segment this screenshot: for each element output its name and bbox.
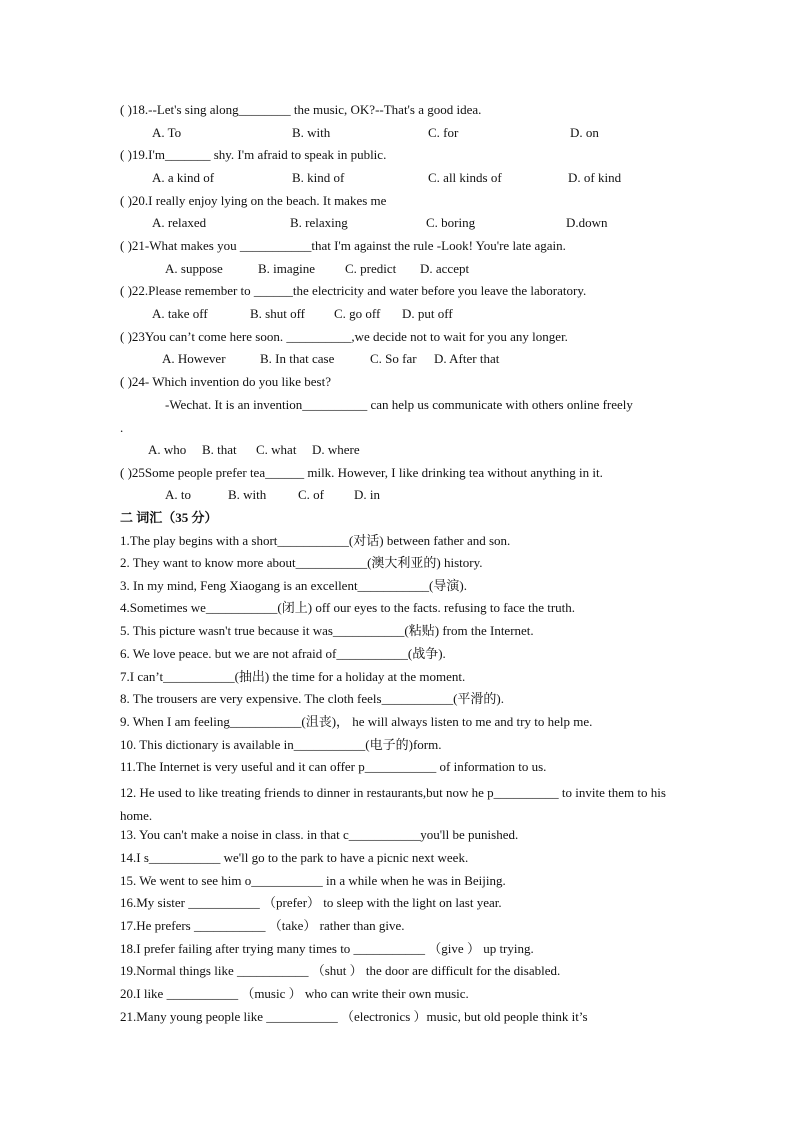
option-a: A. who — [148, 442, 187, 457]
option-b: B. with — [292, 125, 331, 140]
option-a: A. take off — [152, 306, 208, 321]
option-d: D. of kind — [568, 170, 622, 185]
vocab-item-7: 7.I can’t___________(抽出) the time for a holiday at the moment. — [120, 669, 466, 684]
vocab-item-8: 8. The trousers are very expensive. The cloth feels___________(平滑的). — [120, 691, 505, 706]
option-d: D. put off — [402, 306, 453, 321]
option-b: B. kind of — [292, 170, 345, 185]
question-18-options — [120, 125, 680, 143]
vocab-item-10: 10. This dictionary is available in___________(电子的)form. — [120, 737, 442, 752]
vocab-item-14: 14.I s___________ we'll go to the park to have a picnic next week. — [120, 850, 469, 865]
vocab-item-6: 6. We love peace. but we are not afraid of___________(战争). — [120, 646, 446, 661]
question-22-options — [120, 306, 680, 324]
vocab-item-20: 20.I like ___________ （music ） who can write their own music. — [120, 986, 469, 1001]
question-24-options — [120, 442, 680, 460]
option-a: A. However — [162, 351, 226, 366]
question-23-options — [120, 351, 680, 369]
vocab-item-5: 5. This picture wasn't true because it was___________(粘贴) from the Internet. — [120, 623, 534, 638]
option-b: B. with — [228, 487, 267, 502]
option-b: B. relaxing — [290, 215, 348, 230]
option-d: D. accept — [420, 261, 470, 276]
question-22: ( )22.Please remember to ______the electricity and water before you leave the laboratory. — [120, 283, 587, 298]
option-d: D. on — [570, 125, 599, 140]
vocab-item-16: 16.My sister ___________ （prefer） to sleep with the light on last year. — [120, 895, 502, 910]
question-24: ( )24- Which invention do you like best? — [120, 374, 331, 389]
option-b: B. that — [202, 442, 237, 457]
option-b: B. imagine — [258, 261, 316, 276]
question-21-options — [120, 261, 680, 279]
option-d: D. in — [354, 487, 380, 502]
vocab-item-12: 12. He used to like treating friends to dinner in restaurants,but now he p__________ to invite them to his home. — [120, 785, 666, 823]
question-18: ( )18.--Let's sing along________ the music, OK?--That's a good idea. — [120, 102, 482, 117]
vocab-item-2: 2. They want to know more about___________(澳大利亚的) history. — [120, 555, 483, 570]
option-c: C. of — [298, 487, 324, 502]
vocab-item-1: 1.The play begins with a short___________(对话) between father and son. — [120, 533, 511, 548]
option-a: A. a kind of — [152, 170, 215, 185]
option-c: C. what — [256, 442, 297, 457]
section-heading: 二 词汇（35 分） — [120, 510, 218, 525]
option-a: A. To — [152, 125, 182, 140]
vocab-item-18: 18.I prefer failing after trying many times to ___________ （give ） up trying. — [120, 941, 534, 956]
vocab-item-11: 11.The Internet is very useful and it can offer p___________ of information to us. — [120, 759, 547, 774]
question-21: ( )21-What makes you ___________that I'm against the rule -Look! You're late again. — [120, 238, 566, 253]
option-a: A. relaxed — [152, 215, 207, 230]
option-d: D.down — [566, 215, 608, 230]
option-c: C. So far — [370, 351, 417, 366]
question-20: ( )20.I really enjoy lying on the beach. It makes me — [120, 193, 387, 208]
option-c: C. all kinds of — [428, 170, 502, 185]
question-23: ( )23You can’t come here soon. __________,we decide not to wait for you any longer. — [120, 329, 568, 344]
option-d: D. where — [312, 442, 360, 457]
question-20-options — [120, 215, 680, 233]
vocab-item-13: 13. You can't make a noise in class. in that c___________you'll be punished. — [120, 827, 519, 842]
vocab-item-9: 9. When I am feeling___________(沮丧)， he will always listen to me and try to help me. — [120, 714, 593, 729]
option-b: B. shut off — [250, 306, 306, 321]
question-24-period: . — [120, 420, 124, 435]
vocab-item-3: 3. In my mind, Feng Xiaogang is an excellent___________(导演). — [120, 578, 467, 593]
vocab-item-17: 17.He prefers ___________ （take） rather than give. — [120, 918, 405, 933]
option-c: C. predict — [345, 261, 397, 276]
option-c: C. for — [428, 125, 459, 140]
option-d: D. After that — [434, 351, 500, 366]
option-c: C. go off — [334, 306, 381, 321]
question-25: ( )25Some people prefer tea______ milk. However, I like drinking tea without anything in it. — [120, 465, 603, 480]
option-b: B. In that case — [260, 351, 335, 366]
vocab-item-21: 21.Many young people like ___________ （electronics ）music, but old people think it’s — [120, 1009, 588, 1024]
vocab-item-15: 15. We went to see him o___________ in a while when he was in Beijing. — [120, 873, 506, 888]
vocab-item-4: 4.Sometimes we___________(闭上) off our eyes to the facts. refusing to face the truth. — [120, 600, 576, 615]
question-19: ( )19.I'm_______ shy. I'm afraid to speak in public. — [120, 147, 387, 162]
vocab-item-19: 19.Normal things like ___________ （shut ） the door are difficult for the disabled. — [120, 963, 561, 978]
option-a: A. to — [165, 487, 191, 502]
question-19-options — [120, 170, 680, 188]
option-c: C. boring — [426, 215, 476, 230]
option-a: A. suppose — [165, 261, 223, 276]
question-25-options — [120, 487, 680, 505]
question-24-answer-line: -Wechat. It is an invention__________ can help us communicate with others online freely — [165, 397, 633, 412]
